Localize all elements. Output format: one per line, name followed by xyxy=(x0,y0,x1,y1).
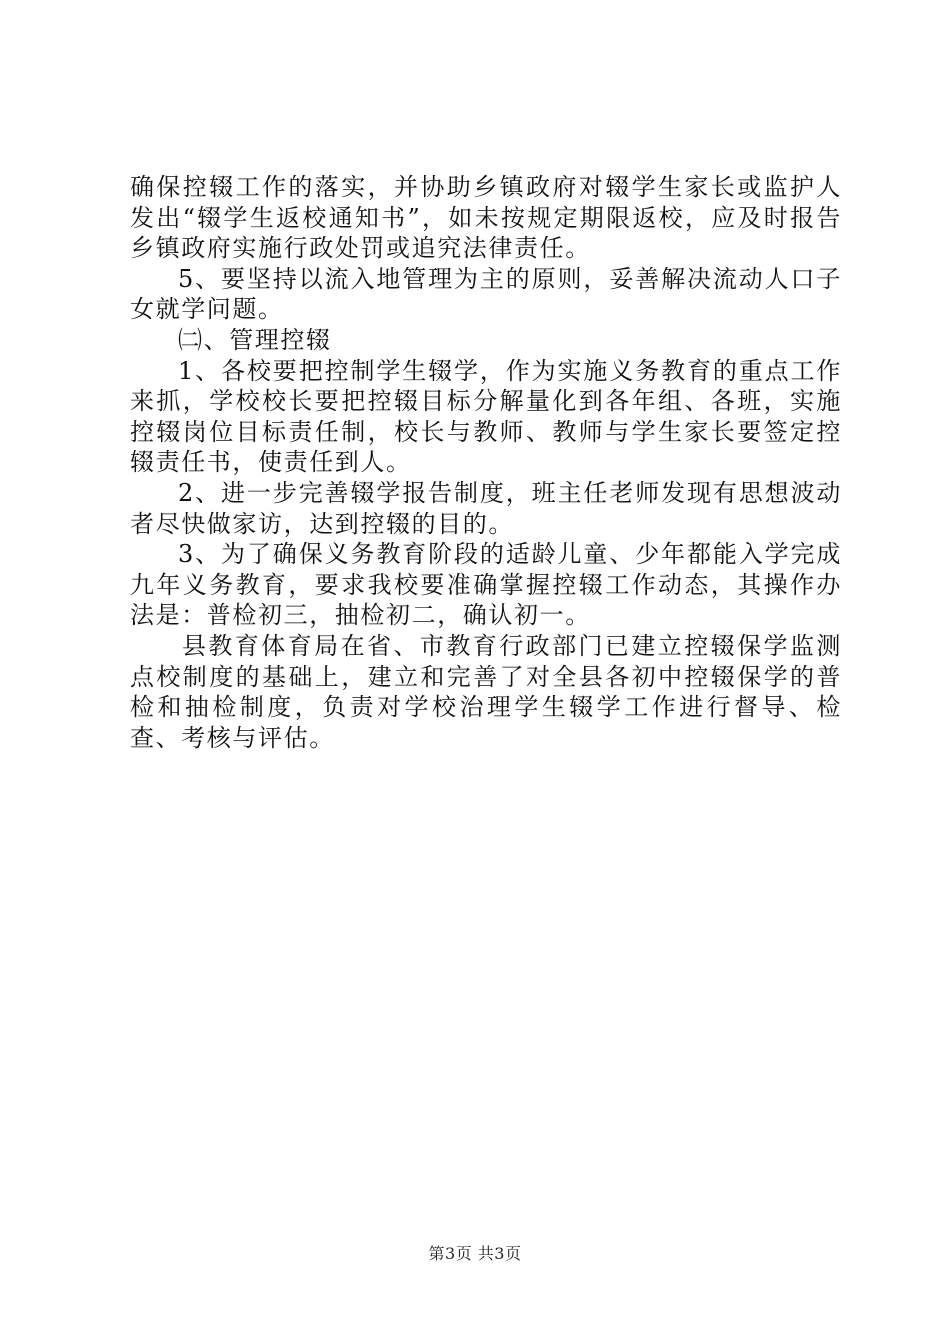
paragraph-item-2: 2、进一步完善辍学报告制度，班主任老师发现有思想波动者尽快做家访，达到控辍的目的。 xyxy=(130,478,842,538)
paragraph-county-bureau: 县教育体育局在省、市教育行政部门已建立控辍保学监测点校制度的基础上，建立和完善了对全县各初中控辍保学的普检和抽检制度，负责对学校治理学生辍学工作进行督导、检查、考核与评估。 xyxy=(130,631,842,752)
paragraph-item-3: 3、为了确保义务教育阶段的适龄儿童、少年都能入学完成九年义务教育，要求我校要准确掌握控辍工作动态，其操作办法是：普检初三，抽检初二，确认初一。 xyxy=(130,540,842,630)
page-footer: 第3页 共3页 xyxy=(428,1244,522,1263)
section-heading-management: ㈡、管理控辍 xyxy=(178,325,332,354)
paragraph-item-5: 5、要坚持以流入地管理为主的原则，妥善解决流动人口子女就学问题。 xyxy=(130,264,842,324)
paragraph-continuation: 确保控辍工作的落实，并协助乡镇政府对辍学生家长或监护人发出“辍学生返校通知书”，如未按规定期限返校，应及时报告乡镇政府实施行政处罚或追究法律责任。 xyxy=(130,173,842,263)
paragraph-item-1: 1、各校要把控制学生辍学，作为实施义务教育的重点工作来抓，学校校长要把控辍目标分解量化到各年组、各班，实施控辍岗位目标责任制，校长与教师、教师与学生家长要签定控辍责任书，使责任到人。 xyxy=(130,356,842,477)
document-body xyxy=(130,172,842,753)
